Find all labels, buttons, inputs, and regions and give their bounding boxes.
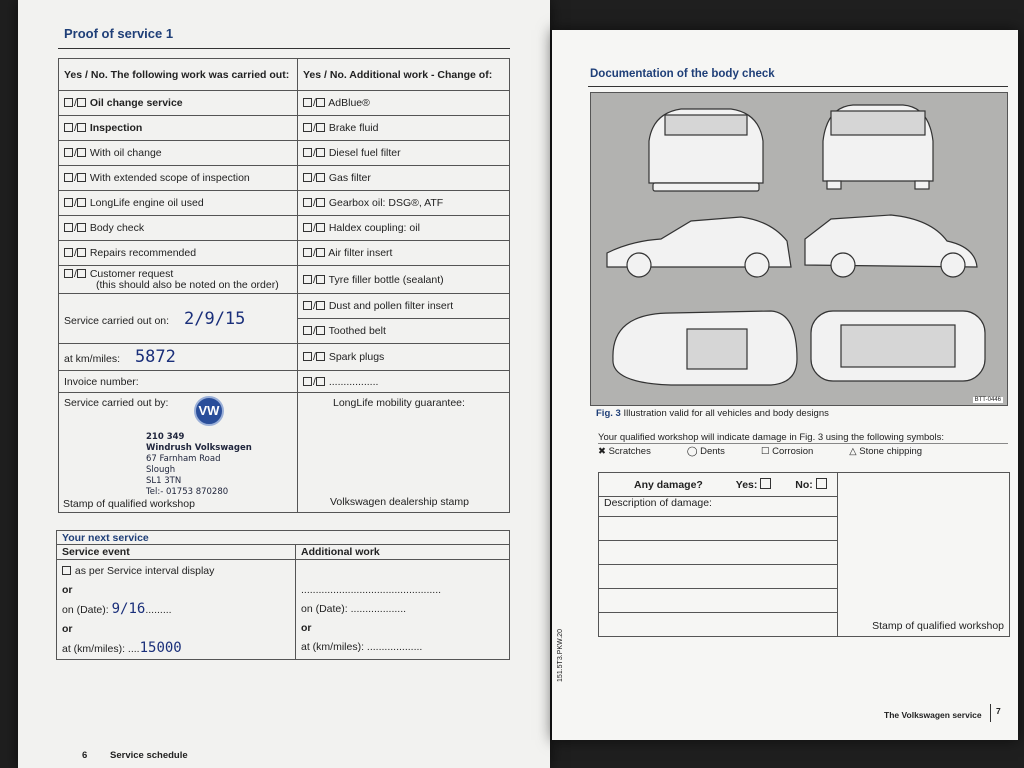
damage-question-cell: Any damage? Yes: No: [599, 473, 838, 497]
no-checkbox[interactable] [316, 275, 325, 284]
stamp-label: Stamp of qualified workshop [872, 620, 1004, 632]
damage-yes-checkbox[interactable] [760, 478, 771, 489]
footer-label: Service schedule [110, 750, 188, 761]
additional-item-diesel-filter: / Diesel fuel filter [298, 141, 510, 166]
yes-checkbox[interactable] [303, 301, 312, 310]
next-km-value[interactable]: 15000 [139, 640, 182, 656]
yes-checkbox[interactable] [303, 123, 312, 132]
no-checkbox[interactable] [77, 223, 86, 232]
no-checkbox[interactable] [316, 148, 325, 157]
additional-item-toothed-belt: / Toothed belt [298, 319, 510, 344]
no-checkbox[interactable] [316, 352, 325, 361]
next-date-value[interactable]: 9/16 [111, 601, 146, 617]
yes-checkbox[interactable] [64, 148, 73, 157]
yes-checkbox[interactable] [303, 173, 312, 182]
yes-checkbox[interactable] [303, 148, 312, 157]
yes-checkbox[interactable] [303, 377, 312, 386]
mobility-cell [298, 393, 510, 513]
description-line[interactable] [599, 565, 838, 589]
no-checkbox[interactable] [316, 248, 325, 257]
no-checkbox[interactable] [316, 98, 325, 107]
right-page [552, 30, 1018, 740]
work-item-longlife-oil: / LongLife engine oil used [59, 191, 298, 216]
carried-out-by-label: Service carried out by: [64, 397, 169, 409]
instruction: Your qualified workshop will indicate damage in Fig. 3 using the following symbols: [598, 432, 1008, 444]
no-checkbox[interactable] [316, 123, 325, 132]
stamp-line: Tel:- 01753 870280 [146, 487, 229, 497]
image-code: BTT-0446 [974, 397, 1001, 403]
no-checkbox[interactable] [77, 198, 86, 207]
body-check-title: Documentation of the body check [590, 68, 775, 80]
service-date-cell: Service carried out on: 2/9/15 [59, 294, 298, 344]
additional-item-brake-fluid: / Brake fluid [298, 116, 510, 141]
vw-stamp-label: Volkswagen dealership stamp [330, 496, 469, 508]
additional-item-air-filter: / Air filter insert [298, 241, 510, 266]
mobility-label: LongLife mobility guarantee: [333, 397, 465, 409]
page-title: Proof of service 1 [64, 26, 174, 41]
work-item-customer-request: / Customer request (this should also be noted on the order) [59, 266, 298, 294]
symbol-dents: ◯ Dents [686, 446, 725, 457]
stamp-cell [838, 473, 1010, 637]
stamp-line: Windrush Volkswagen [146, 443, 252, 453]
yes-checkbox[interactable] [303, 198, 312, 207]
symbol-stone-chipping: △ Stone chipping [849, 446, 923, 457]
fig-label: Fig. 3 [596, 408, 621, 419]
km-value[interactable]: 5872 [134, 347, 176, 367]
additional-item-adblue: / AdBlue® [298, 91, 510, 116]
additional-item-spark-plugs: / Spark plugs [298, 344, 510, 371]
additional-item-blank: / ................. [298, 371, 510, 393]
left-page [18, 0, 550, 768]
additional-item-dust-filter: / Dust and pollen filter insert [298, 294, 510, 319]
service-date-value[interactable]: 2/9/15 [183, 308, 246, 329]
description-line[interactable] [599, 517, 838, 541]
no-checkbox[interactable] [77, 123, 86, 132]
work-item-with-oil-change: / With oil change [59, 141, 298, 166]
no-checkbox[interactable] [316, 377, 325, 386]
work-header: Yes / No. The following work was carried out: [59, 59, 298, 91]
figure-caption [596, 408, 829, 419]
footer-divider [990, 704, 991, 722]
description-line[interactable] [599, 541, 838, 565]
vw-logo-icon: VW [194, 396, 224, 426]
symbol-corrosion: ☐ Corrosion [760, 446, 814, 457]
work-item-oil-change-service: / Oil change service [59, 91, 298, 116]
yes-checkbox[interactable] [303, 326, 312, 335]
page-number: 7 [996, 706, 1001, 716]
stamp-line: 210 349 [146, 432, 185, 442]
yes-checkbox[interactable] [303, 98, 312, 107]
stamp-line: Slough [146, 465, 176, 475]
yes-checkbox[interactable] [303, 275, 312, 284]
footer-label: The Volkswagen service [884, 710, 982, 720]
yes-checkbox[interactable] [64, 248, 73, 257]
km-cell: at km/miles: 5872 [59, 344, 298, 371]
damage-table [598, 472, 1010, 637]
yes-checkbox[interactable] [64, 269, 73, 278]
additional-item-gearbox-oil: / Gearbox oil: DSG®, ATF [298, 191, 510, 216]
car-diagram-icon [591, 93, 1007, 405]
service-event-header: Service event [57, 545, 296, 560]
no-checkbox[interactable] [77, 248, 86, 257]
fig-caption-text: Illustration valid for all vehicles and body designs [623, 408, 829, 419]
yes-checkbox[interactable] [303, 223, 312, 232]
next-additional-header: Additional work [296, 545, 510, 560]
no-checkbox[interactable] [316, 301, 325, 310]
next-additional-cell: ................................................ on (Date): ................... or at (km/miles): ................... [296, 560, 510, 660]
yes-checkbox[interactable] [303, 248, 312, 257]
title-rule [588, 86, 1008, 87]
work-item-extended-scope: / With extended scope of inspection [59, 166, 298, 191]
no-checkbox[interactable] [316, 326, 325, 335]
symbol-scratches: ✖ Scratches [598, 446, 651, 457]
yes-checkbox[interactable] [64, 123, 73, 132]
additional-header: Yes / No. Additional work - Change of: [298, 59, 510, 91]
additional-item-haldex: / Haldex coupling: oil [298, 216, 510, 241]
service-table [58, 58, 510, 513]
title-rule [58, 48, 510, 49]
description-label: Description of damage: [599, 497, 838, 517]
description-line[interactable] [599, 589, 838, 613]
yes-checkbox[interactable] [64, 223, 73, 232]
body-check-diagram [590, 92, 1008, 406]
no-checkbox[interactable] [316, 173, 325, 182]
no-checkbox[interactable] [77, 148, 86, 157]
side-code: 151.5T3.PKW.20 [556, 629, 564, 682]
stamp-line: SL1 3TN [146, 476, 182, 486]
next-service-title: Your next service [57, 531, 510, 545]
stamp-workshop-label: Stamp of qualified workshop [63, 498, 195, 510]
dealer-stamp [146, 432, 252, 498]
yes-checkbox[interactable] [64, 98, 73, 107]
additional-item-tyre-filler: / Tyre filler bottle (sealant) [298, 266, 510, 294]
next-service-table [56, 530, 510, 660]
description-line[interactable] [599, 613, 838, 637]
page-number: 6 [82, 750, 88, 761]
service-event-cell: as per Service interval display or on (Date): 9/16......... or at (km/miles): ....15000 [57, 560, 296, 660]
no-checkbox[interactable] [316, 223, 325, 232]
invoice-cell: Invoice number: [59, 371, 298, 393]
interval-checkbox[interactable] [62, 566, 71, 575]
work-item-inspection: / Inspection [59, 116, 298, 141]
no-checkbox[interactable] [316, 198, 325, 207]
symbol-legend [598, 446, 1008, 457]
yes-checkbox[interactable] [64, 198, 73, 207]
work-item-repairs: / Repairs recommended [59, 241, 298, 266]
yes-checkbox[interactable] [303, 352, 312, 361]
stamp-line: 67 Farnham Road [146, 454, 221, 464]
no-checkbox[interactable] [77, 98, 86, 107]
damage-no-checkbox[interactable] [816, 478, 827, 489]
no-checkbox[interactable] [77, 173, 86, 182]
yes-checkbox[interactable] [64, 173, 73, 182]
no-checkbox[interactable] [77, 269, 86, 278]
work-item-body-check: / Body check [59, 216, 298, 241]
additional-item-gas-filter: / Gas filter [298, 166, 510, 191]
